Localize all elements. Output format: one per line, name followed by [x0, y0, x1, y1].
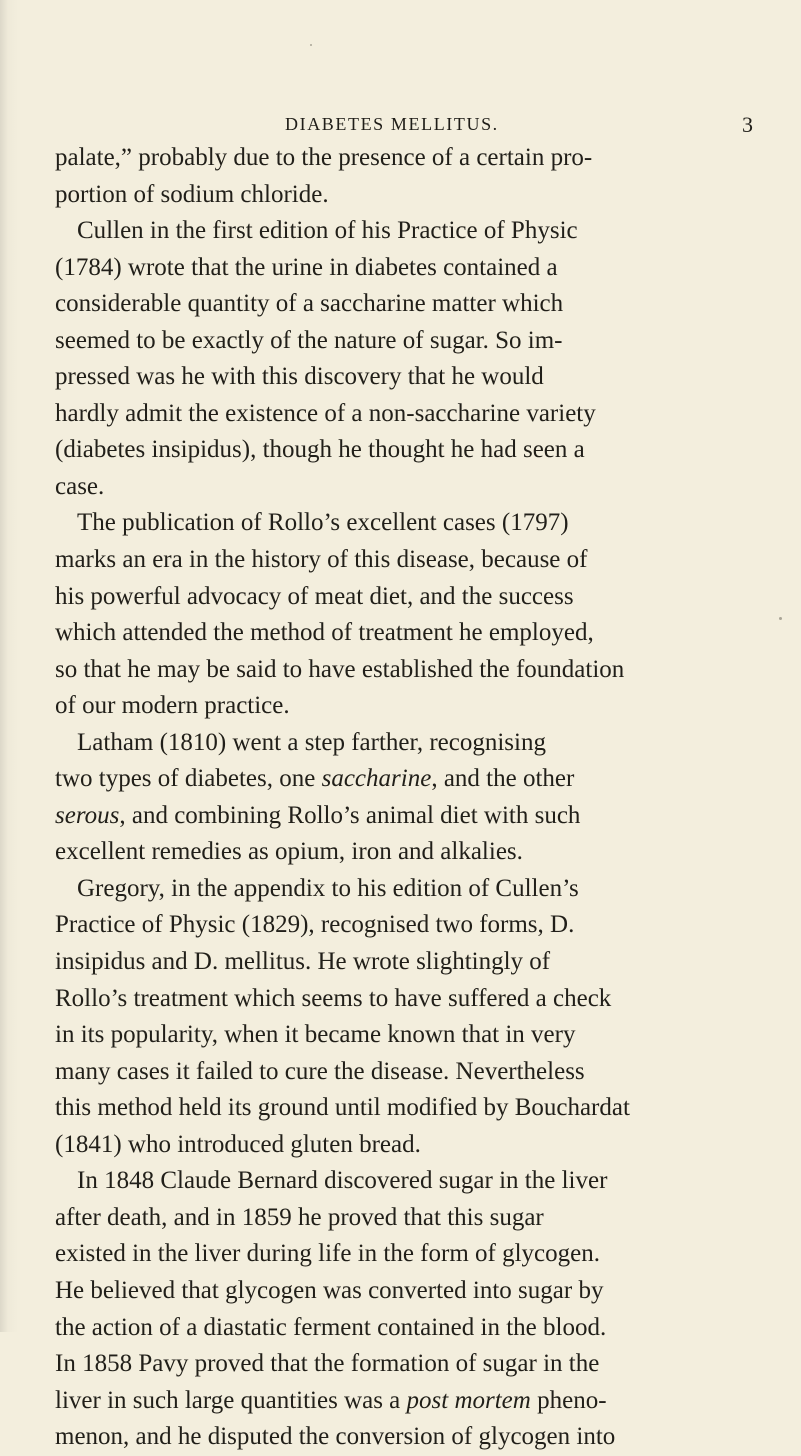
- text-line: hardly admit the existence of a non-saccharine variety: [55, 399, 596, 427]
- page-text: [55, 140, 760, 1456]
- text-line: (1784) wrote that the urine in diabetes contained a: [55, 253, 558, 281]
- italic-term: post mortem: [406, 1386, 531, 1414]
- text-line: Rollo’s treatment which seems to have suffered a check: [55, 984, 612, 1012]
- paragraph-start-line: Gregory, in the appendix to his edition of Cullen’s: [77, 874, 579, 902]
- running-title: DIABETES MELLITUS.: [285, 114, 499, 134]
- paper-speck: [310, 44, 312, 46]
- text-line: In 1858 Pavy proved that the formation of sugar in the: [55, 1350, 600, 1378]
- text-line: many cases it failed to cure the disease. Nevertheless: [55, 1057, 585, 1085]
- text-line: which attended the method of treatment he employed,: [55, 619, 594, 647]
- text-segment: , and the other: [431, 765, 575, 793]
- page-number: 3: [742, 112, 753, 137]
- text-line: portion of sodium chloride.: [55, 180, 329, 208]
- text-line: insipidus and D. mellitus. He wrote slightingly of: [55, 948, 551, 976]
- text-line: case.: [55, 472, 105, 500]
- text-line: in its popularity, when it became known that in very: [55, 1021, 576, 1049]
- text-line: pressed was he with this discovery that he would: [55, 363, 544, 391]
- text-line-with-italic: [55, 798, 760, 835]
- text-line: He believed that glycogen was converted into sugar by: [55, 1276, 604, 1304]
- paragraph-start-line: Cullen in the first edition of his Practice of Physic: [77, 217, 578, 245]
- text-line: considerable quantity of a saccharine matter which: [55, 290, 564, 318]
- text-segment: , and combining Rollo’s animal diet with such: [119, 801, 581, 829]
- text-line-with-italic: [55, 761, 760, 798]
- text-line-with-italic: [55, 1383, 760, 1420]
- text-line: seemed to be exactly of the nature of sugar. So im-: [55, 326, 563, 354]
- text-line: so that he may be said to have established the foundation: [55, 655, 625, 683]
- text-line: of our modern practice.: [55, 692, 290, 720]
- paragraph-start-line: The publication of Rollo’s excellent cases (1797): [77, 509, 569, 537]
- text-segment: pheno-: [530, 1386, 607, 1414]
- text-line: menon, and he disputed the conversion of glycogen into: [55, 1423, 616, 1451]
- text-line: marks an era in the history of this disease, because of: [55, 546, 588, 574]
- paragraph-start-line: In 1848 Claude Bernard discovered sugar in the liver: [77, 1167, 608, 1195]
- text-segment: two types of diabetes, one: [55, 765, 322, 793]
- text-line: after death, and in 1859 he proved that this sugar: [55, 1203, 544, 1231]
- text-segment: liver in such large quantities was a: [55, 1386, 407, 1414]
- text-line: excellent remedies as opium, iron and alkalies.: [55, 838, 523, 866]
- italic-term: saccharine: [321, 765, 432, 793]
- text-line: Practice of Physic (1829), recognised two forms, D.: [55, 911, 575, 939]
- text-line: the action of a diastatic ferment contained in the blood.: [55, 1313, 607, 1341]
- text-line: (diabetes insipidus), though he thought he had seen a: [55, 436, 585, 464]
- paper-speck: [779, 617, 782, 620]
- text-line: (1841) who introduced gluten bread.: [55, 1130, 421, 1158]
- running-header: [285, 114, 753, 142]
- italic-term: serous: [55, 801, 120, 829]
- text-line: this method held its ground until modified by Bouchardat: [55, 1094, 630, 1122]
- text-line: his powerful advocacy of meat diet, and the success: [55, 582, 574, 610]
- paragraph-start-line: Latham (1810) went a step farther, recognising: [77, 728, 546, 756]
- text-line: palate,” probably due to the presence of a certain pro-: [55, 144, 593, 171]
- text-line: existed in the liver during life in the form of glycogen.: [55, 1240, 600, 1268]
